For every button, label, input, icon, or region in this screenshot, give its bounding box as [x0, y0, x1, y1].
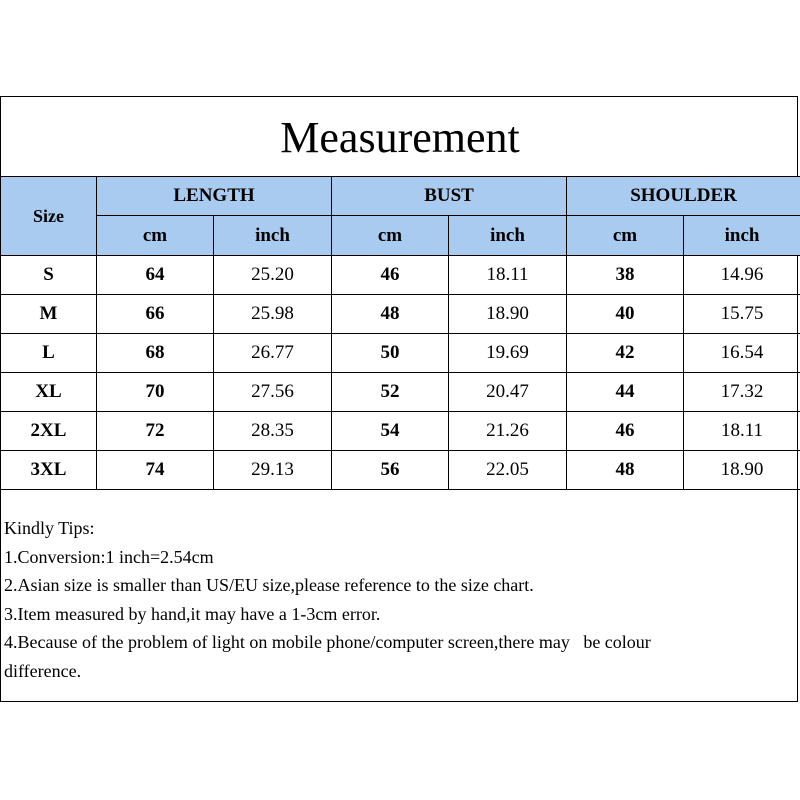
length-inch-cell: 25.98	[214, 295, 332, 334]
length-cm-cell: 70	[97, 373, 214, 412]
bust-cm-cell: 46	[332, 256, 449, 295]
length-inch-cell: 27.56	[214, 373, 332, 412]
bust-cm-cell: 48	[332, 295, 449, 334]
bust-inch-cell: 21.26	[449, 412, 567, 451]
shoulder-cm-cell: 38	[567, 256, 684, 295]
length-inch-cell: 25.20	[214, 256, 332, 295]
size-cell: M	[1, 295, 97, 334]
bust-cm-cell: 54	[332, 412, 449, 451]
table-row	[1, 295, 800, 334]
shoulder-inch-cell: 18.11	[684, 412, 800, 451]
bust-inch-cell: 19.69	[449, 334, 567, 373]
tips-section	[4, 514, 784, 685]
header-row-groups	[1, 177, 800, 216]
shoulder-cm-cell: 42	[567, 334, 684, 373]
tip-item: 4.Because of the problem of light on mobile phone/computer screen,there may be colour	[4, 632, 651, 652]
unit-header: inch	[214, 216, 332, 256]
bust-header: BUST	[332, 177, 567, 216]
length-cm-cell: 72	[97, 412, 214, 451]
table-row	[1, 412, 800, 451]
table-row	[1, 334, 800, 373]
tips-heading: Kindly Tips:	[4, 518, 95, 538]
size-cell: S	[1, 256, 97, 295]
unit-header: cm	[567, 216, 684, 256]
shoulder-cm-cell: 48	[567, 451, 684, 490]
tip-item: 2.Asian size is smaller than US/EU size,please reference to the size chart.	[4, 575, 534, 595]
table-row	[1, 451, 800, 490]
length-cm-cell: 74	[97, 451, 214, 490]
size-cell: 2XL	[1, 412, 97, 451]
length-cm-cell: 66	[97, 295, 214, 334]
shoulder-inch-cell: 14.96	[684, 256, 800, 295]
page-title: Measurement	[280, 113, 520, 162]
bust-inch-cell: 20.47	[449, 373, 567, 412]
shoulder-cm-cell: 46	[567, 412, 684, 451]
length-cm-cell: 68	[97, 334, 214, 373]
length-inch-cell: 28.35	[214, 412, 332, 451]
size-chart-table	[0, 176, 800, 490]
bust-cm-cell: 50	[332, 334, 449, 373]
bust-inch-cell: 22.05	[449, 451, 567, 490]
shoulder-inch-cell: 15.75	[684, 295, 800, 334]
tip-item: 1.Conversion:1 inch=2.54cm	[4, 546, 214, 567]
length-inch-cell: 26.77	[214, 334, 332, 373]
length-inch-cell: 29.13	[214, 451, 332, 490]
unit-header: inch	[684, 216, 800, 256]
length-header: LENGTH	[97, 177, 332, 216]
bust-cm-cell: 52	[332, 373, 449, 412]
table-row	[1, 373, 800, 412]
shoulder-inch-cell: 16.54	[684, 334, 800, 373]
shoulder-cm-cell: 40	[567, 295, 684, 334]
header-row-units	[1, 216, 800, 256]
shoulder-inch-cell: 18.90	[684, 451, 800, 490]
table-row	[1, 256, 800, 295]
length-cm-cell: 64	[97, 256, 214, 295]
tip-item: difference.	[4, 660, 82, 681]
unit-header: cm	[332, 216, 449, 256]
shoulder-inch-cell: 17.32	[684, 373, 800, 412]
tip-item: 3.Item measured by hand,it may have a 1-3cm error.	[4, 603, 381, 624]
shoulder-cm-cell: 44	[567, 373, 684, 412]
unit-header: cm	[97, 216, 214, 256]
size-cell: 3XL	[1, 451, 97, 490]
size-header: Size	[1, 177, 97, 256]
size-cell: XL	[1, 373, 97, 412]
shoulder-header: SHOULDER	[567, 177, 800, 216]
bust-cm-cell: 56	[332, 451, 449, 490]
bust-inch-cell: 18.90	[449, 295, 567, 334]
size-cell: L	[1, 334, 97, 373]
unit-header: inch	[449, 216, 567, 256]
bust-inch-cell: 18.11	[449, 256, 567, 295]
